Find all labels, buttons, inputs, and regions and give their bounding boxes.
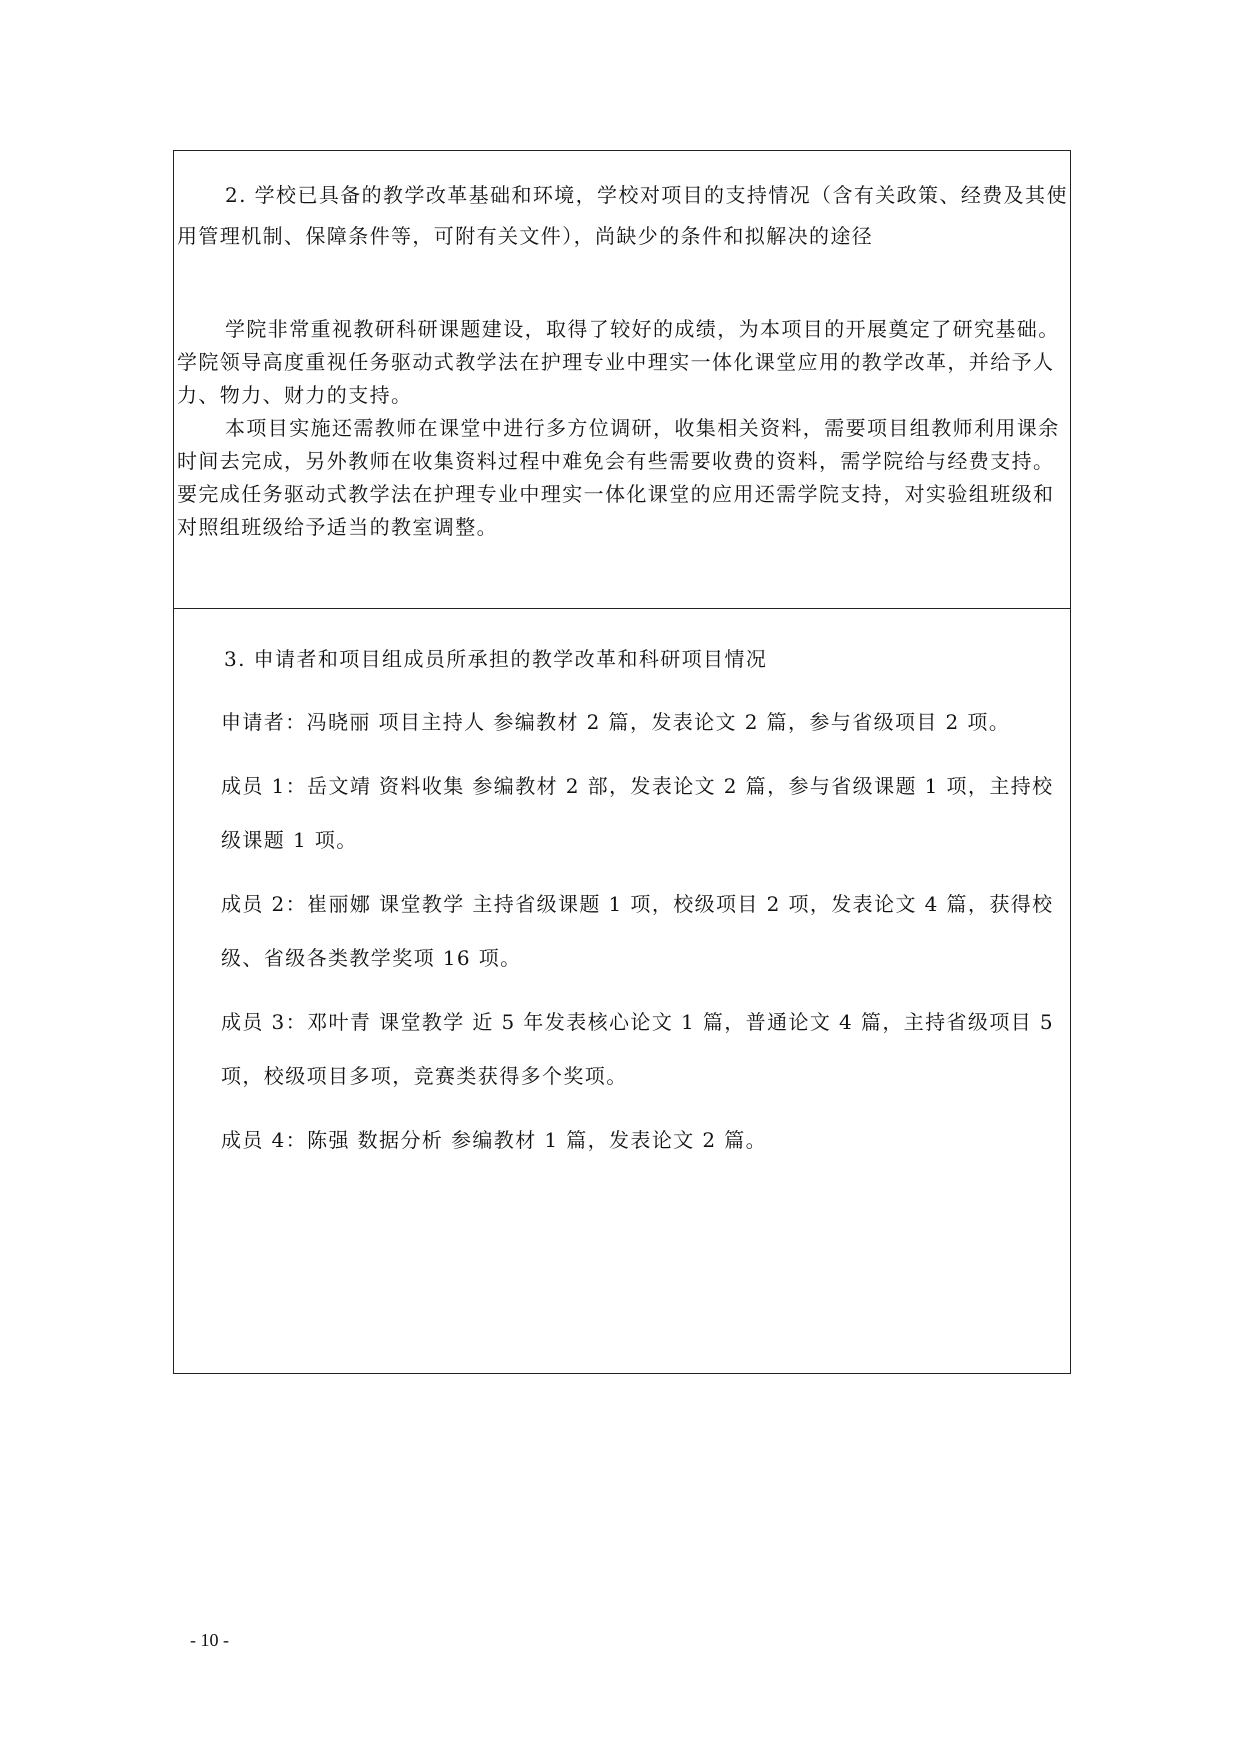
applicant-entry: 申请者：冯晓丽 项目主持人 参编教材 2 篇，发表论文 2 篇，参与省级项目 2 项。 [221, 710, 1011, 734]
member-entry: 成员 4：陈强 数据分析 参编教材 1 篇，发表论文 2 篇。 [221, 1128, 768, 1152]
section-2-body [177, 313, 1069, 544]
member-entry: 成员 3：邓叶青 课堂教学 近 5 年发表核心论文 1 篇，普通论文 4 篇，主持省级项目 5 项，校级项目多项，竞赛类获得多个奖项。 [221, 1010, 1054, 1088]
application-form-table [173, 150, 1071, 1374]
page-number: - 10 - [190, 1630, 229, 1650]
team-projects-cell [174, 609, 1070, 1373]
section-2-paragraph: 本项目实施还需教师在课堂中进行多方位调研，收集相关资料，需要项目组教师利用课余时间去完成，另外教师在收集资料过程中难免会有些需要收费的资料，需学院给与经费支持。要完成任务驱动式教学法在护理专业中理实一体化课堂的应用还需学院支持，对实验组班级和对照组班级给予适当的教室调整。 [177, 416, 1060, 539]
member-list [221, 695, 1061, 1177]
section-3-heading: 3. 申请者和项目组成员所承担的教学改革和科研项目情况 [224, 647, 768, 671]
school-support-cell [174, 151, 1070, 609]
member-entry: 成员 2：崔丽娜 课堂教学 主持省级课题 1 项，校级项目 2 项，发表论文 4 篇，获得校级、省级各类教学奖项 16 项。 [221, 892, 1054, 970]
section-2-heading: 2. 学校已具备的教学改革基础和环境，学校对项目的支持情况（含有关政策、经费及其使用管理机制、保障条件等，可附有关文件），尚缺少的条件和拟解决的途径 [177, 183, 1068, 248]
member-entry: 成员 1：岳文靖 资料收集 参编教材 2 部，发表论文 2 篇，参与省级课题 1 项，主持校级课题 1 项。 [221, 774, 1054, 852]
section-2-paragraph: 学院非常重视教研科研课题建设，取得了较好的成绩，为本项目的开展奠定了研究基础。学院领导高度重视任务驱动式教学法在护理专业中理实一体化课堂应用的教学改革，并给予人力、物力、财力的支持。 [177, 317, 1060, 407]
